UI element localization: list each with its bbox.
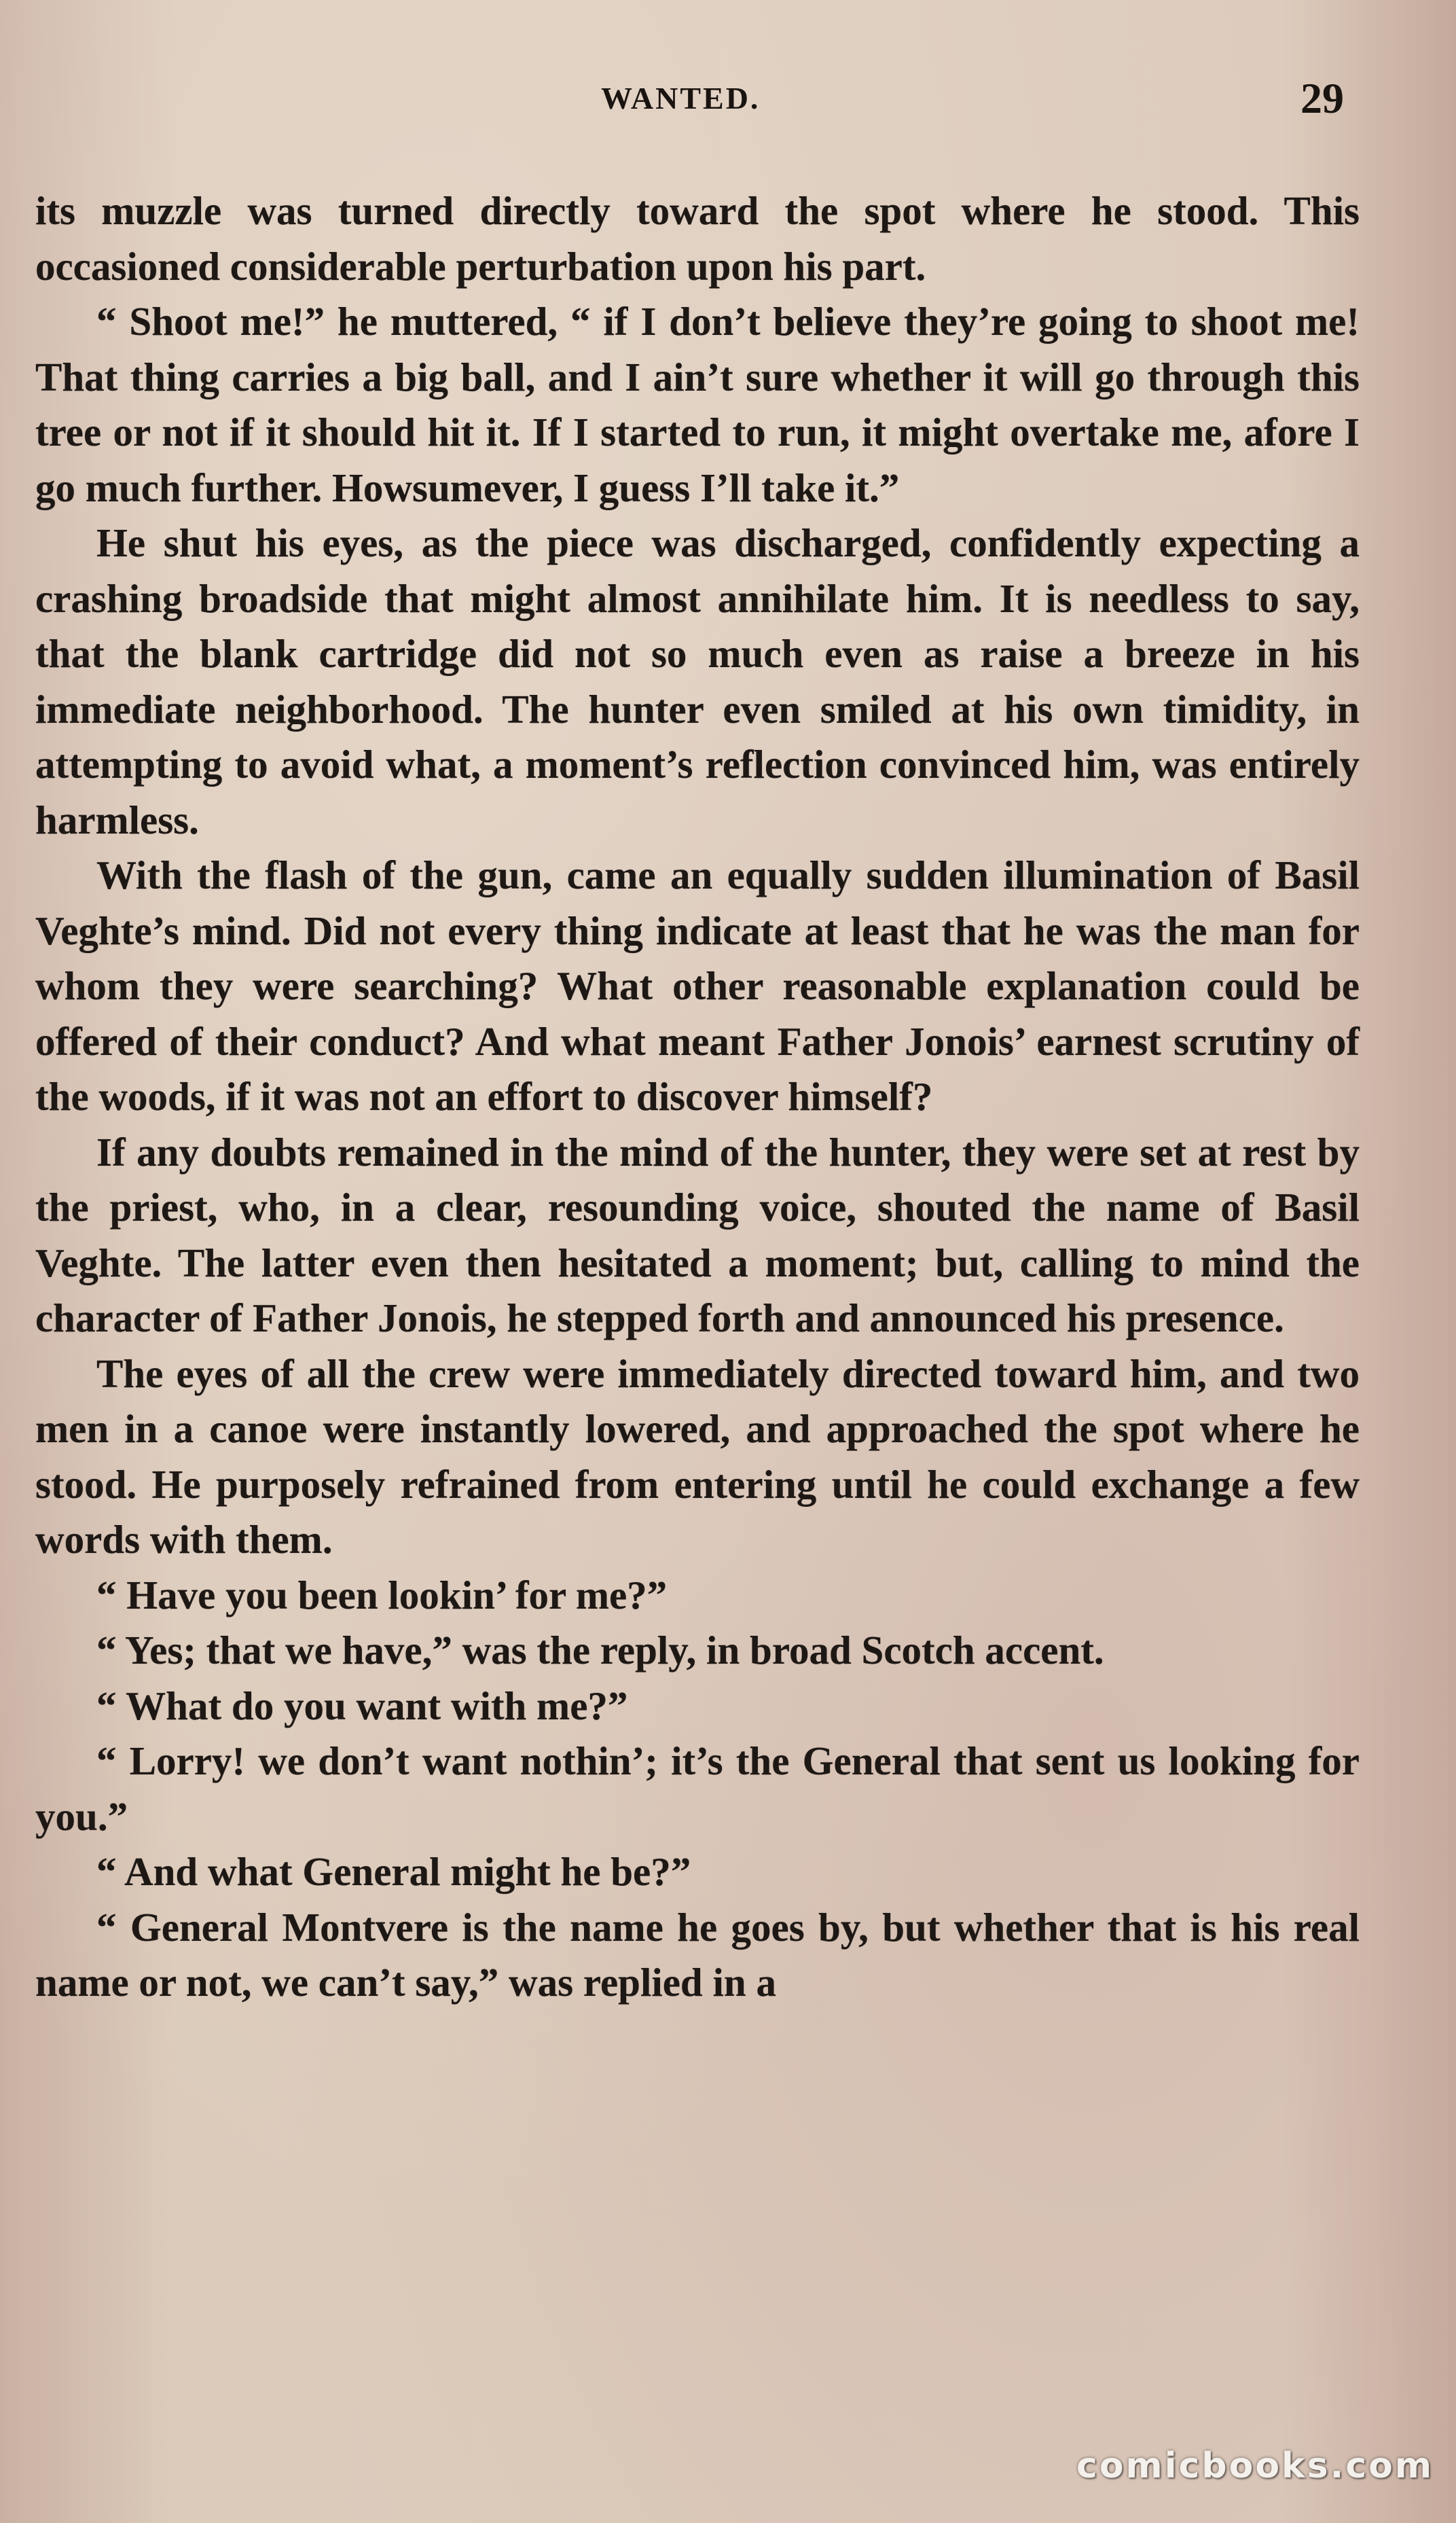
body-text	[35, 183, 1360, 2011]
running-title: WANTED.	[601, 81, 761, 115]
watermark: comicbooks.com	[1076, 2446, 1434, 2486]
paragraph: “ Shoot me!” he muttered, “ if I don’t believe they’re going to shoot me! That thing carries a big ball, and I ain’t sure whether it will go through this tree or not if it should hit it. If I started to run, it might overtake me, afore I go much further. Howsumever, I guess I’ll take it.”	[35, 299, 1360, 510]
paragraph: its muzzle was turned directly toward the spot where he stood. This occasioned considerable perturbation upon his part.	[35, 188, 1360, 289]
page-number: 29	[1300, 74, 1344, 122]
paragraph: “ Have you been lookin’ for me?”	[96, 1572, 668, 1617]
paragraph: “ General Montvere is the name he goes by, but whether that is his real name or not, we can’t say,” was replied in a	[35, 1904, 1360, 2005]
running-head	[0, 73, 1456, 135]
paragraph: “ What do you want with me?”	[96, 1683, 628, 1728]
paragraph: “ Lorry! we don’t want nothin’; it’s the General that sent us looking for you.”	[35, 1738, 1360, 1839]
paragraph: He shut his eyes, as the piece was discharged, confidently expecting a crashing broadside that might almost annihilate him. It is needless to say, that the blank cartridge did not so much even as raise a breeze in his immediate neighborhood. The hunter even smiled at his own timidity, in attempting to avoid what, a moment’s reflection convinced him, was entirely harmless.	[35, 520, 1360, 842]
paragraph: If any doubts remained in the mind of the hunter, they were set at rest by the priest, who, in a clear, resounding voice, shouted the name of Basil Veghte. The latter even then hesitated a moment; but, calling to mind the character of Father Jonois, he stepped forth and announced his presence.	[35, 1129, 1360, 1340]
paragraph: “ Yes; that we have,” was the reply, in broad Scotch accent.	[96, 1628, 1104, 1672]
paragraph: With the flash of the gun, came an equally sudden illumination of Basil Veghte’s mind. Did not every thing indicate at least that he was the man for whom they were searching? What other reasonable explanation could be offered of their conduct? And what meant Father Jonois’ earnest scrutiny of the woods, if it was not an effort to discover himself?	[35, 853, 1360, 1119]
paragraph: The eyes of all the crew were immediately directed toward him, and two men in a canoe were instantly lowered, and approached the spot where he stood. He purposely refrained from entering until he could exchange a few words with them.	[35, 1350, 1360, 1562]
paragraph: “ And what General might he be?”	[96, 1849, 691, 1894]
